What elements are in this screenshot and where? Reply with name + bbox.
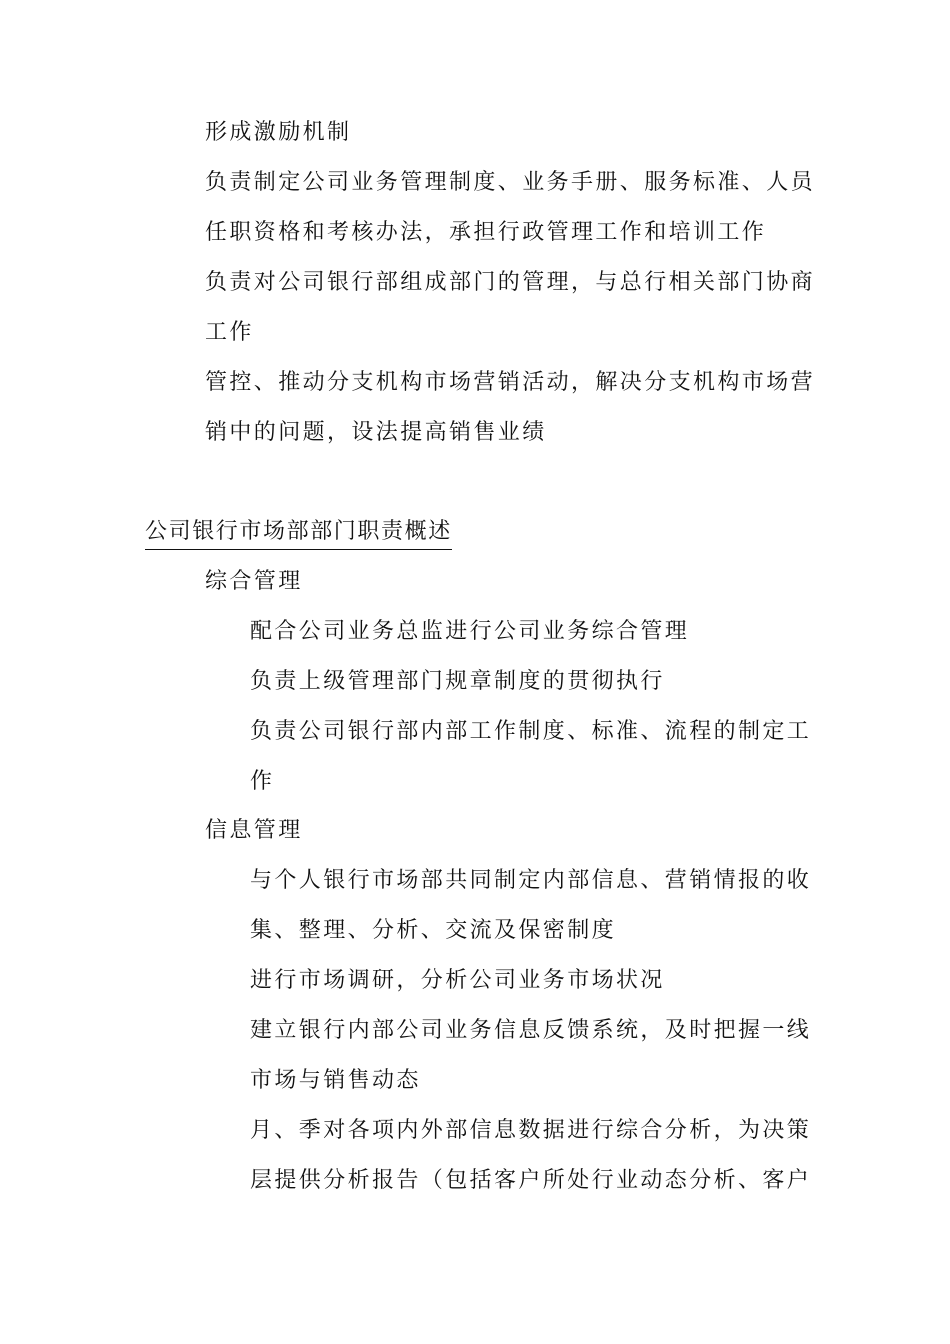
paragraph-line: 负责制定公司业务管理制度、业务手册、服务标准、人员: [205, 170, 816, 195]
list-item: 建立银行内部公司业务信息反馈系统，及时把握一线: [250, 1018, 812, 1043]
list-item: 负责公司银行部内部工作制度、标准、流程的制定工: [250, 719, 812, 744]
paragraph-line: 形成激励机制: [205, 120, 352, 145]
list-item: 配合公司业务总监进行公司业务综合管理: [250, 619, 690, 644]
list-item-continuation: 作: [250, 769, 275, 794]
list-item: 进行市场调研，分析公司业务市场状况: [250, 968, 665, 993]
paragraph-line: 管控、推动分支机构市场营销活动，解决分支机构市场营: [205, 370, 816, 395]
paragraph-line: 任职资格和考核办法，承担行政管理工作和培训工作: [205, 220, 767, 245]
paragraph-line: 销中的问题，设法提高销售业绩: [205, 420, 547, 445]
subsection-title-info: 信息管理: [205, 818, 303, 843]
subsection-title-general: 综合管理: [205, 569, 303, 594]
list-item-continuation: 集、整理、分析、交流及保密制度: [250, 918, 617, 943]
list-item-continuation: 市场与销售动态: [250, 1068, 421, 1093]
list-item: 负责上级管理部门规章制度的贯彻执行: [250, 669, 665, 694]
list-item: 与个人银行市场部共同制定内部信息、营销情报的收: [250, 868, 812, 893]
paragraph-line: 工作: [205, 320, 254, 345]
list-item: 月、季对各项内外部信息数据进行综合分析，为决策: [250, 1118, 812, 1143]
list-item-continuation: 层提供分析报告（包括客户所处行业动态分析、客户: [250, 1168, 812, 1193]
section-heading: 公司银行市场部部门职责概述: [145, 517, 452, 550]
paragraph-line: 负责对公司银行部组成部门的管理，与总行相关部门协商: [205, 270, 816, 295]
